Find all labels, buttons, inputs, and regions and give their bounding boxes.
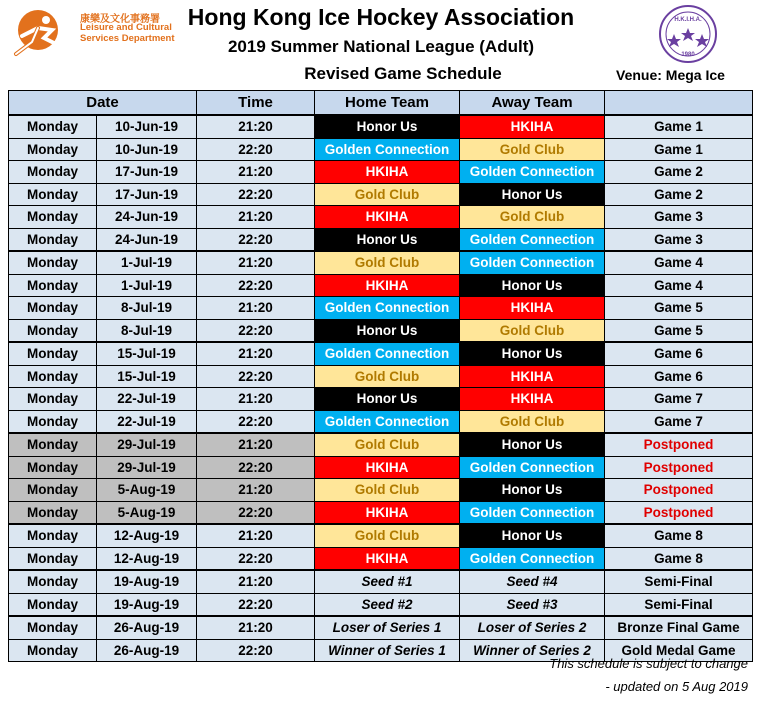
date-cell: 12-Aug-19: [97, 524, 197, 547]
away-team-cell: Seed #4: [460, 570, 605, 593]
home-team-cell: Honor Us: [315, 388, 460, 411]
time-cell: 22:20: [197, 183, 315, 206]
day-cell: Monday: [9, 639, 97, 662]
time-cell: 22:20: [197, 138, 315, 161]
time-cell: 21:20: [197, 115, 315, 138]
home-team-cell: Gold Club: [315, 183, 460, 206]
home-team-cell: Seed #1: [315, 570, 460, 593]
time-cell: 21:20: [197, 297, 315, 320]
game-cell: Game 6: [605, 342, 753, 365]
time-cell: 22:20: [197, 547, 315, 570]
day-cell: Monday: [9, 251, 97, 274]
day-cell: Monday: [9, 524, 97, 547]
day-cell: Monday: [9, 570, 97, 593]
table-row: [9, 206, 753, 229]
time-cell: 21:20: [197, 433, 315, 456]
date-cell: 22-Jul-19: [97, 388, 197, 411]
away-team-cell: Gold Club: [460, 138, 605, 161]
away-team-cell: HKIHA: [460, 365, 605, 388]
updated-date-note: - updated on 5 Aug 2019: [605, 679, 748, 694]
date-cell: 8-Jul-19: [97, 319, 197, 342]
day-cell: Monday: [9, 206, 97, 229]
game-cell: Semi-Final: [605, 570, 753, 593]
away-team-cell: Golden Connection: [460, 456, 605, 479]
date-cell: 26-Aug-19: [97, 639, 197, 662]
time-cell: 22:20: [197, 228, 315, 251]
away-team-cell: Gold Club: [460, 410, 605, 433]
time-cell: 21:20: [197, 251, 315, 274]
table-row: [9, 138, 753, 161]
table-row: [9, 388, 753, 411]
game-cell: Postponed: [605, 501, 753, 524]
date-cell: 8-Jul-19: [97, 297, 197, 320]
away-team-cell: Gold Club: [460, 319, 605, 342]
date-cell: 10-Jun-19: [97, 138, 197, 161]
table-header-row: [9, 91, 753, 116]
hkiha-logo-year: 1980: [681, 52, 695, 58]
home-team-cell: HKIHA: [315, 274, 460, 297]
time-cell: 22:20: [197, 410, 315, 433]
away-team-column-header: Away Team: [460, 91, 605, 116]
day-cell: Monday: [9, 228, 97, 251]
day-cell: Monday: [9, 616, 97, 639]
time-cell: 21:20: [197, 388, 315, 411]
home-team-column-header: Home Team: [315, 91, 460, 116]
away-team-cell: Honor Us: [460, 479, 605, 502]
game-cell: Game 3: [605, 228, 753, 251]
date-cell: 24-Jun-19: [97, 206, 197, 229]
away-team-cell: Winner of Series 2: [460, 639, 605, 662]
table-row: [9, 251, 753, 274]
time-cell: 21:20: [197, 161, 315, 184]
time-cell: 22:20: [197, 639, 315, 662]
table-row: [9, 593, 753, 616]
away-team-cell: Honor Us: [460, 274, 605, 297]
away-team-cell: Seed #3: [460, 593, 605, 616]
home-team-cell: Golden Connection: [315, 410, 460, 433]
table-row: [9, 410, 753, 433]
game-cell: Game 8: [605, 547, 753, 570]
away-team-cell: Honor Us: [460, 524, 605, 547]
league-subtitle: 2019 Summer National League (Adult): [227, 37, 535, 56]
table-row: [9, 274, 753, 297]
time-cell: 22:20: [197, 274, 315, 297]
lcsd-english-name: Leisure and Cultural Services Department: [80, 22, 175, 44]
day-cell: Monday: [9, 410, 97, 433]
date-cell: 15-Jul-19: [97, 365, 197, 388]
table-row: [9, 228, 753, 251]
time-cell: 22:20: [197, 319, 315, 342]
table-row: [9, 433, 753, 456]
table-row: [9, 161, 753, 184]
table-row: [9, 183, 753, 206]
day-cell: Monday: [9, 433, 97, 456]
game-cell: Game 5: [605, 297, 753, 320]
time-cell: 22:20: [197, 593, 315, 616]
away-team-cell: HKIHA: [460, 115, 605, 138]
table-row: [9, 570, 753, 593]
time-cell: 21:20: [197, 342, 315, 365]
game-cell: Game 6: [605, 365, 753, 388]
table-row: [9, 342, 753, 365]
date-cell: 5-Aug-19: [97, 501, 197, 524]
table-row: [9, 319, 753, 342]
date-cell: 29-Jul-19: [97, 433, 197, 456]
day-cell: Monday: [9, 274, 97, 297]
game-cell: Game 4: [605, 274, 753, 297]
date-cell: 29-Jul-19: [97, 456, 197, 479]
day-cell: Monday: [9, 388, 97, 411]
day-cell: Monday: [9, 456, 97, 479]
venue-label: Venue: Mega Ice: [616, 67, 725, 83]
hkiha-logo-text: H.K.I.H.A.: [674, 17, 702, 23]
game-cell: Postponed: [605, 456, 753, 479]
lcsd-chinese-name: 康樂及文化事務署: [80, 14, 160, 25]
date-cell: 12-Aug-19: [97, 547, 197, 570]
home-team-cell: Golden Connection: [315, 138, 460, 161]
time-cell: 22:20: [197, 365, 315, 388]
home-team-cell: HKIHA: [315, 456, 460, 479]
day-cell: Monday: [9, 547, 97, 570]
date-cell: 15-Jul-19: [97, 342, 197, 365]
home-team-cell: Honor Us: [315, 115, 460, 138]
game-cell: Game 8: [605, 524, 753, 547]
date-cell: 5-Aug-19: [97, 479, 197, 502]
day-cell: Monday: [9, 365, 97, 388]
time-cell: 22:20: [197, 501, 315, 524]
table-row: [9, 524, 753, 547]
date-cell: 19-Aug-19: [97, 570, 197, 593]
day-cell: Monday: [9, 479, 97, 502]
game-cell: Game 1: [605, 115, 753, 138]
table-row: [9, 616, 753, 639]
table-row: [9, 501, 753, 524]
date-cell: 17-Jun-19: [97, 183, 197, 206]
table-row: [9, 547, 753, 570]
date-cell: 26-Aug-19: [97, 616, 197, 639]
home-team-cell: Golden Connection: [315, 297, 460, 320]
home-team-cell: Gold Club: [315, 365, 460, 388]
time-cell: 21:20: [197, 479, 315, 502]
table-row: [9, 297, 753, 320]
time-cell: 21:20: [197, 616, 315, 639]
game-cell: Gold Medal Game: [605, 639, 753, 662]
away-team-cell: Gold Club: [460, 206, 605, 229]
game-cell: Game 7: [605, 388, 753, 411]
table-row: [9, 365, 753, 388]
home-team-cell: Honor Us: [315, 228, 460, 251]
date-cell: 1-Jul-19: [97, 274, 197, 297]
day-cell: Monday: [9, 297, 97, 320]
association-title: Hong Kong Ice Hockey Association: [187, 4, 575, 30]
schedule-table: [8, 90, 753, 662]
date-cell: 19-Aug-19: [97, 593, 197, 616]
game-cell: Semi-Final: [605, 593, 753, 616]
day-cell: Monday: [9, 342, 97, 365]
date-cell: 24-Jun-19: [97, 228, 197, 251]
home-team-cell: HKIHA: [315, 501, 460, 524]
day-cell: Monday: [9, 319, 97, 342]
table-row: [9, 115, 753, 138]
home-team-cell: Gold Club: [315, 524, 460, 547]
game-cell: Postponed: [605, 433, 753, 456]
home-team-cell: Gold Club: [315, 251, 460, 274]
away-team-cell: HKIHA: [460, 297, 605, 320]
away-team-cell: Honor Us: [460, 433, 605, 456]
away-team-cell: Loser of Series 2: [460, 616, 605, 639]
day-cell: Monday: [9, 161, 97, 184]
table-row: [9, 479, 753, 502]
home-team-cell: Winner of Series 1: [315, 639, 460, 662]
game-cell: Postponed: [605, 479, 753, 502]
home-team-cell: Seed #2: [315, 593, 460, 616]
game-cell: Game 7: [605, 410, 753, 433]
day-cell: Monday: [9, 138, 97, 161]
time-cell: 22:20: [197, 456, 315, 479]
away-team-cell: Honor Us: [460, 183, 605, 206]
game-cell: Game 2: [605, 183, 753, 206]
date-cell: 10-Jun-19: [97, 115, 197, 138]
time-cell: 21:20: [197, 570, 315, 593]
schedule-change-note: This schedule is subject to change: [549, 656, 748, 671]
home-team-cell: Gold Club: [315, 479, 460, 502]
game-cell: Bronze Final Game: [605, 616, 753, 639]
time-column-header: Time: [197, 91, 315, 116]
home-team-cell: HKIHA: [315, 206, 460, 229]
away-team-cell: Honor Us: [460, 342, 605, 365]
day-cell: Monday: [9, 115, 97, 138]
away-team-cell: Golden Connection: [460, 547, 605, 570]
time-cell: 21:20: [197, 524, 315, 547]
home-team-cell: Gold Club: [315, 433, 460, 456]
away-team-cell: Golden Connection: [460, 251, 605, 274]
date-cell: 22-Jul-19: [97, 410, 197, 433]
time-cell: 21:20: [197, 206, 315, 229]
home-team-cell: Golden Connection: [315, 342, 460, 365]
away-team-cell: Golden Connection: [460, 501, 605, 524]
game-column-header: [605, 91, 753, 116]
day-cell: Monday: [9, 501, 97, 524]
away-team-cell: HKIHA: [460, 388, 605, 411]
away-team-cell: Golden Connection: [460, 161, 605, 184]
home-team-cell: HKIHA: [315, 547, 460, 570]
game-cell: Game 2: [605, 161, 753, 184]
day-cell: Monday: [9, 593, 97, 616]
schedule-title: Revised Game Schedule: [304, 64, 502, 83]
away-team-cell: Golden Connection: [460, 228, 605, 251]
home-team-cell: HKIHA: [315, 161, 460, 184]
home-team-cell: Loser of Series 1: [315, 616, 460, 639]
date-cell: 17-Jun-19: [97, 161, 197, 184]
game-cell: Game 3: [605, 206, 753, 229]
date-column-header: Date: [9, 91, 197, 116]
home-team-cell: Honor Us: [315, 319, 460, 342]
game-cell: Game 4: [605, 251, 753, 274]
date-cell: 1-Jul-19: [97, 251, 197, 274]
game-cell: Game 1: [605, 138, 753, 161]
game-cell: Game 5: [605, 319, 753, 342]
day-cell: Monday: [9, 183, 97, 206]
table-row: [9, 456, 753, 479]
